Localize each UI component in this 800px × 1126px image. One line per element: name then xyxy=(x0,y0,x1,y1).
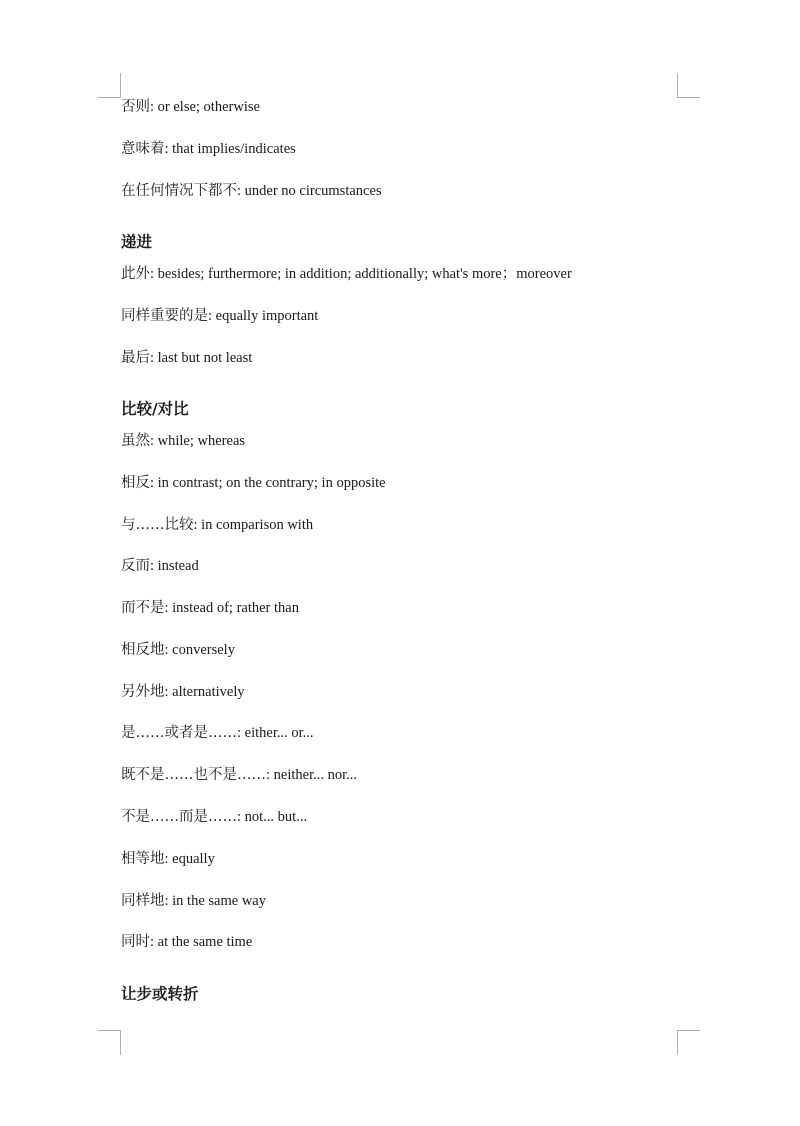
list-item xyxy=(121,766,357,784)
term-english: : in comparison with xyxy=(193,517,314,533)
term-chinese: 不是……而是…… xyxy=(121,809,237,825)
term-english: : instead of; rather than xyxy=(164,600,299,616)
term-chinese: 而不是 xyxy=(121,600,165,616)
term-chinese: 既不是……也不是…… xyxy=(121,767,266,783)
crop-mark-bottom-left xyxy=(98,1030,121,1055)
term-english: : equally xyxy=(164,851,215,867)
term-chinese: 相等地 xyxy=(121,851,165,867)
list-item xyxy=(121,182,382,200)
term-chinese: 否则 xyxy=(121,99,150,115)
crop-mark-bottom-right xyxy=(677,1030,700,1055)
list-item xyxy=(121,265,572,283)
term-english: : under no circumstances xyxy=(237,183,382,199)
term-chinese: 此外 xyxy=(121,266,150,282)
list-item xyxy=(121,98,260,116)
section-heading: 让步或转折 xyxy=(121,985,199,1003)
list-item xyxy=(121,516,313,534)
section-heading: 递进 xyxy=(121,233,153,251)
term-chinese: 虽然 xyxy=(121,433,150,449)
term-english: : equally important xyxy=(208,308,319,324)
list-item xyxy=(121,474,386,492)
term-chinese: 反而 xyxy=(121,558,150,574)
term-english: : in contrast; on the contrary; in opposite xyxy=(150,475,386,491)
term-english: : that implies/indicates xyxy=(164,141,296,157)
term-english: : neither... nor... xyxy=(266,767,358,783)
term-chinese: 最后 xyxy=(121,350,150,366)
list-item xyxy=(121,724,314,742)
list-item xyxy=(121,349,252,367)
term-english: : last but not least xyxy=(150,350,253,366)
list-item xyxy=(121,599,299,617)
list-item xyxy=(121,641,235,659)
list-item xyxy=(121,432,245,450)
term-chinese: 与……比较 xyxy=(121,517,194,533)
term-english: : conversely xyxy=(164,642,235,658)
list-item xyxy=(121,307,318,325)
term-english: : in the same way xyxy=(164,893,266,909)
term-chinese: 意味着 xyxy=(121,141,165,157)
term-english: : at the same time xyxy=(150,934,253,950)
term-chinese: 在任何情况下都不 xyxy=(121,183,237,199)
term-chinese: 相反 xyxy=(121,475,150,491)
list-item xyxy=(121,808,307,826)
list-item xyxy=(121,140,296,158)
crop-mark-top-left xyxy=(98,73,121,98)
term-english: : besides; furthermore; in addition; additionally; what's more；moreover xyxy=(150,266,572,282)
term-english: : while; whereas xyxy=(150,433,246,449)
list-item xyxy=(121,557,199,575)
term-english: : or else; otherwise xyxy=(150,99,260,115)
term-english: : alternatively xyxy=(164,684,245,700)
term-chinese: 同样地 xyxy=(121,893,165,909)
term-chinese: 相反地 xyxy=(121,642,165,658)
term-chinese: 同样重要的是 xyxy=(121,308,208,324)
list-item xyxy=(121,850,215,868)
term-chinese: 另外地 xyxy=(121,684,165,700)
term-chinese: 同时 xyxy=(121,934,150,950)
term-english: : either... or... xyxy=(237,725,314,741)
term-english: : instead xyxy=(150,558,199,574)
list-item xyxy=(121,683,245,701)
list-item xyxy=(121,892,266,910)
section-heading: 比较/对比 xyxy=(121,400,189,418)
list-item xyxy=(121,933,252,951)
crop-mark-top-right xyxy=(677,73,700,98)
term-chinese: 是……或者是…… xyxy=(121,725,237,741)
term-english: : not... but... xyxy=(237,809,308,825)
